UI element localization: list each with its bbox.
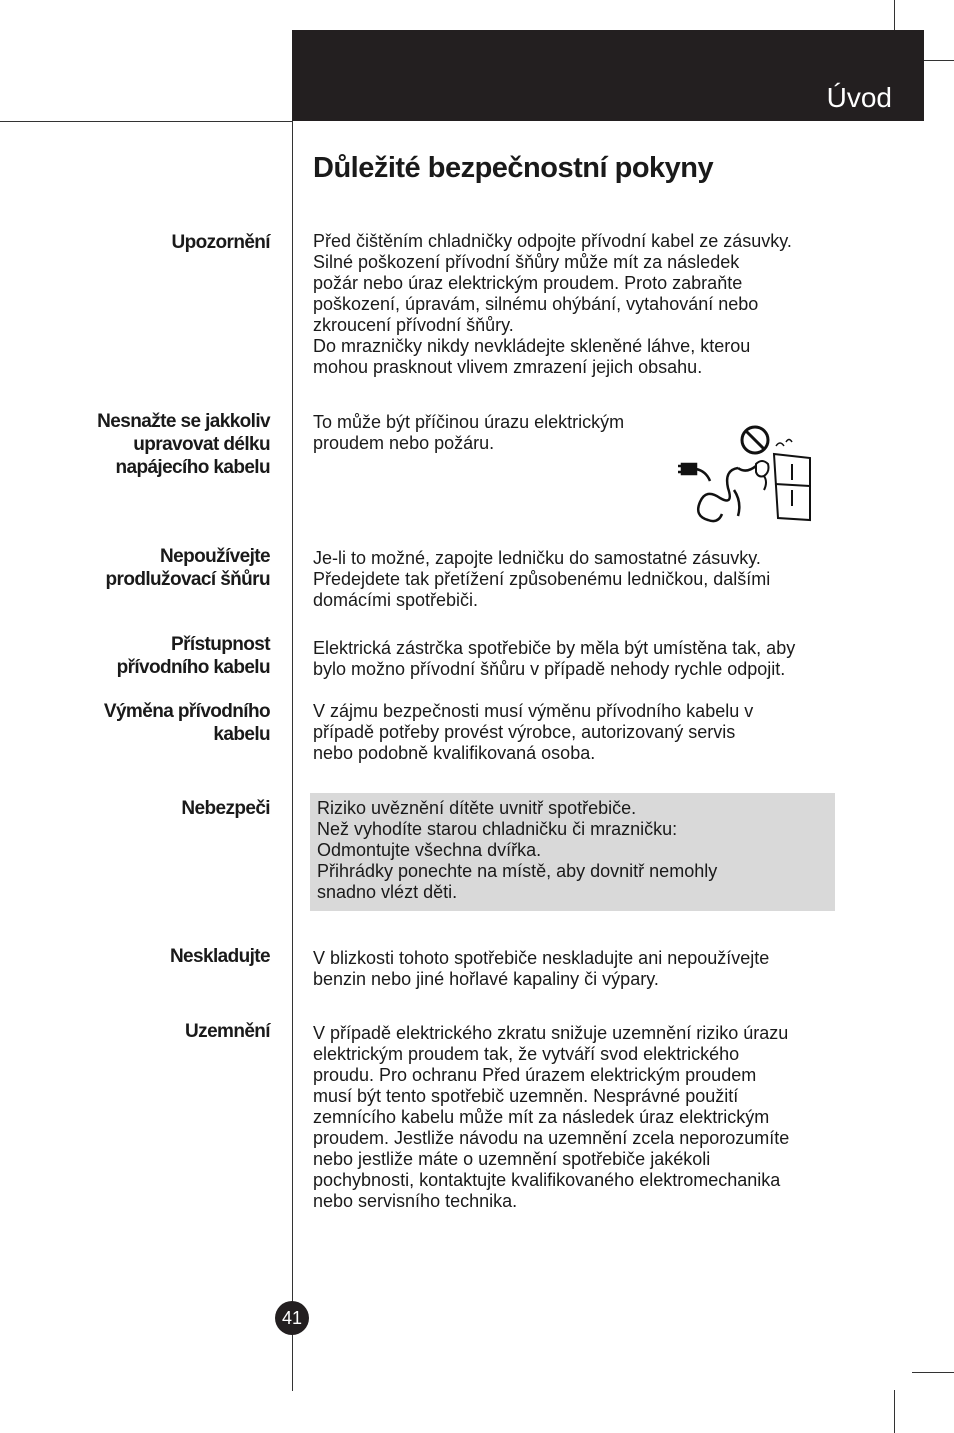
section-title: Úvod [826, 82, 892, 113]
page-number: 41 [275, 1301, 309, 1335]
text-nepouzivejte: Je-li to možné, zapojte ledničku do samostatné zásuvky. Předejdete tak přetížení způsobenému ledničkou, dalšími domácími spotřebiči. [313, 548, 771, 610]
label-vymena: Výměna přívodního kabelu [103, 701, 270, 745]
column-divider [292, 121, 293, 1391]
prohibition-sign-icon [742, 427, 768, 453]
text-nesnazte-se: To může být příčinou úrazu elektrickým proudem nebo požáru. [313, 412, 625, 453]
text-neskladujte: V blizkosti tohoto spotřebiče neskladujte ani nepoužívejte benzin nebo jiné hořlavé kapaliny či výpary. [313, 948, 770, 989]
crop-mark-right-top [924, 60, 954, 61]
label-uzemneni: Uzemnění [185, 1021, 270, 1042]
label-neskladujte: Neskladujte [169, 946, 270, 967]
power-cord-icon [678, 464, 756, 521]
text-upozorneni: Před čištěním chladničky odpojte přívodní kabel ze zásuvky. Silné poškození přívodní šňůry může mít za následek požár nebo úraz elektrickým proudem. Proto zabraňte poškození, úpravám, silnému ohýbání, vytahování nebo zkroucení přívodní šňůry. Do mrazničky nikdy nevkládejte skleněné láhve, kterou mohou prasknout vlivem zmrazení jejich obsahu. [313, 231, 792, 377]
page-title: Důležité bezpečnostní pokyny [313, 152, 714, 184]
hands-icon [756, 461, 769, 490]
refrigerator-icon [774, 440, 810, 521]
crop-mark-top [894, 0, 895, 30]
text-vymena: V zájmu bezpečnosti musí výměnu přívodního kabelu v případě potřeby provést výrobce, autorizovaný servis nebo podobně kvalifikovaná osoba. [313, 701, 754, 763]
label-nepouzivejte: Nepoužívejte prodlužovací šňůru [105, 546, 270, 590]
text-pristupnost: Elektrická zástrčka spotřebiče by měla být umístěna tak, aby bylo možno přívodní šňůru v případě nehody rychle odpojit. [313, 638, 796, 679]
danger-warning-box: Riziko uvěznění dítěte uvnitř spotřebiče. Než vyhodíte starou chladničku či mrazničku: Odmontujte všechna dvířka. Přihrádky ponechte na místě, aby dovnitř nemohly snadno vlézt děti. [310, 793, 835, 911]
crop-mark-bottom [894, 1390, 895, 1433]
label-upozorneni: Upozornění [171, 232, 270, 253]
label-pristupnost: Přístupnost přívodního kabelu [116, 634, 270, 678]
label-nebezpeci: Nebezpeči [181, 798, 270, 819]
top-left-rule [0, 121, 292, 122]
text-uzemneni: V případě elektrického zkratu snižuje uzemnění riziko úrazu elektrickým proudem tak, že vytváří svod elektrického proudu. Pro ochranu Před úrazem elektrickým proudem musí být tento spotřebič uzemněn. Nesprávné použití zemnícího kabelu může mít za následek úraz elektrickým proudem. Jestliže návodu na uzemnění zcela neporozumíte nebo jestliže máte o uzemnění spotřebiče jakékoli pochybnosti, kontaktujte kvalifikovaného elektromechanika nebo servisního technika. [313, 1023, 790, 1211]
crop-mark-right-bottom [912, 1372, 954, 1373]
label-nesnazte-se: Nesnažte se jakkoliv upravovat délku napájecího kabelu [97, 411, 270, 478]
fridge-cord-warning-illustration [676, 424, 820, 524]
